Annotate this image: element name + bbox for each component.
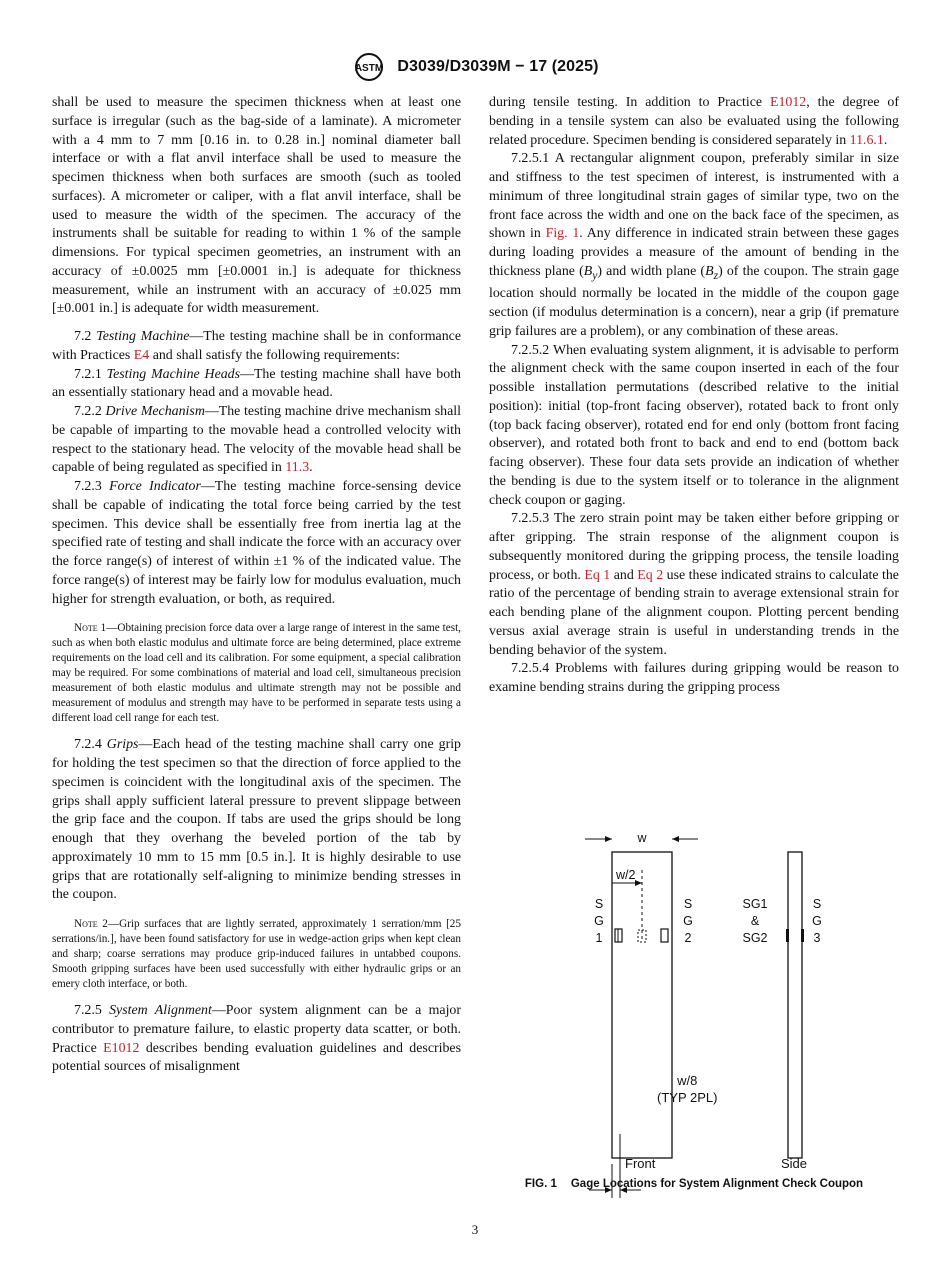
ref-11-6-1-link[interactable]: 11.6.1 xyxy=(849,132,884,148)
section-number: 7.2.3 xyxy=(74,479,102,494)
section-7-2-5-4 xyxy=(489,660,899,698)
gage-sg2 xyxy=(661,929,668,942)
section-text: and xyxy=(610,567,638,583)
section-7-2-5-3 xyxy=(489,510,899,660)
label-sg3-s: S xyxy=(812,897,822,911)
paragraph-continued xyxy=(489,94,899,150)
ref-eq-1-link[interactable]: Eq 1 xyxy=(584,567,611,583)
figure-1-drawing xyxy=(489,812,899,1202)
section-text: and shall satisfy the following requirements: xyxy=(149,347,400,363)
note-label: Note 2 xyxy=(74,918,108,930)
label-typ-2pl: (TYP 2PL) xyxy=(657,1090,718,1105)
section-title: System Alignment xyxy=(109,1003,212,1018)
paragraph-text: , the degree of bending in a tensile system can also be evaluated using the following related procedure. Specimen bending is considered separately in xyxy=(489,95,899,148)
ref-e4-link[interactable]: E4 xyxy=(133,347,150,363)
section-number: 7.2.5 xyxy=(74,1003,102,1018)
section-number: 7.2.5.4 xyxy=(511,661,550,677)
ref-e1012-link[interactable]: E1012 xyxy=(103,1040,140,1056)
label-sg12-line1: SG1 xyxy=(742,897,768,911)
note-2 xyxy=(52,917,461,992)
section-text: —The testing machine force-sensing device shall be capable of indicating the total force being carried by the test specimen. This device shall be essentially free from inertia lag at the specified rate of testing and shall indicate the force with an accuracy over the force range(s) of interest of within ±1 % of the indicated value. The force range(s) of interest may be fairly low for modulus evaluation, much higher for strength evaluation, or both, as required. xyxy=(52,479,461,607)
label-sg2-s: S xyxy=(683,897,693,911)
label-sg12-amp: & xyxy=(750,914,760,928)
page-number: 3 xyxy=(471,1222,479,1237)
section-title: Force Indicator xyxy=(109,479,201,494)
subscript-y: y xyxy=(592,268,598,282)
label-sg3-num: 3 xyxy=(813,931,821,945)
section-text: Problems with failures during gripping would be reason to examine bending strains during the gripping process xyxy=(489,661,899,696)
note-text: —Obtaining precision force data over a large range of interest in the same test, such as when both elastic modulus and ultimate force are being determined, place extreme requirements on the load cell and its calibration. For some equipment, a special calibration may be required. For some combinations of material and load cell, simultaneous precision measurement of both elastic modulus and ultimate strength may not be possible and measurement of modulus and strength may have to be performed in separate tests using a different load cell range for each test. xyxy=(52,622,461,725)
section-number: 7.2.5.2 xyxy=(511,342,550,358)
section-number: 7.2 xyxy=(74,329,92,344)
section-text: ) and width plane ( xyxy=(597,263,706,279)
section-title: Grips xyxy=(106,737,139,753)
svg-text:ASTM: ASTM xyxy=(355,63,384,74)
section-title: Testing Machine Heads xyxy=(106,366,241,382)
label-sg1-s: S xyxy=(594,897,604,911)
side-coupon xyxy=(788,852,802,1158)
section-number: 7.2.1 xyxy=(74,366,102,382)
gage-side-front xyxy=(786,929,789,942)
figure-number: FIG. 1 xyxy=(524,1178,557,1190)
section-7-2-2 xyxy=(52,403,461,478)
section-text: —The testing machine shall have both an essentially stationary head and a movable head. xyxy=(52,366,461,401)
figure-caption-text: Gage Locations for System Alignment Check Coupon xyxy=(570,1178,864,1190)
ref-eq-2-link[interactable]: Eq 2 xyxy=(637,567,664,583)
paragraph-text: . xyxy=(883,132,888,148)
section-text: . xyxy=(309,460,313,476)
section-text: —The testing machine drive mechanism shall be capable of imparting to the movable head a controlled velocity with respect to the stationary head. The velocity of the movable head shall be capable of being regulated as specified in xyxy=(52,404,461,476)
section-text: —Poor system alignment can be a major contributor to premature failure, to elastic property data scatter, or both. Practice xyxy=(52,1003,462,1056)
section-text: A rectangular alignment coupon, preferably similar in size and stiffness to the test specimen of interest, is instrumented with a minimum of three longitudinal strain gages of similar type, two on the front face across the width and one on the back face of the specimen, as shown in xyxy=(489,151,899,242)
ref-11-3-link[interactable]: 11.3 xyxy=(285,460,310,476)
arrow-head xyxy=(605,836,612,842)
section-text: . Any difference in indicated strain between these gages during loading provides a measure of the amount of bending in the thickness plane ( xyxy=(489,226,900,279)
arrow-head xyxy=(635,880,642,886)
section-text: use these indicated strains to calculate the ratio of the percentage of bending strain to average extensional strain for each bending plane of the alignment coupon. Plotting percent bending versus axial average strain is useful in understanding trends in the bending behavior of the system. xyxy=(489,567,899,658)
label-front: Front xyxy=(625,1156,656,1171)
label-side: Side xyxy=(781,1156,808,1171)
section-number: 7.2.4 xyxy=(74,737,102,753)
section-text: When evaluating system alignment, it is advisable to perform the alignment check with the same coupon inserted in each of the four possible installation permutations (described relative to the initial position): initial (top-front facing observer), rotated back to front only (top back facing observer), rotated end for end only (bottom front facing observer), and rotated both front to back and end to end (bottom back facing observer). These four data sets provide an indication of whether the bending is due to the system itself or to tolerance in the alignment check coupon or gaging. xyxy=(489,342,899,508)
label-w2: w/2 xyxy=(616,868,636,882)
section-7-2-4 xyxy=(52,736,461,905)
arrow-head xyxy=(672,836,679,842)
right-column xyxy=(489,94,899,698)
note-1 xyxy=(52,621,461,726)
gage-side-back xyxy=(801,929,804,942)
section-title: Drive Mechanism xyxy=(105,404,205,419)
section-7-2-3 xyxy=(52,478,461,609)
section-text: describes bending evaluation guidelines and describes potential sources of misalignment xyxy=(52,1040,461,1075)
note-label: Note 1 xyxy=(74,622,107,635)
section-number: 7.2.5.1 xyxy=(511,151,550,167)
section-7-2-1 xyxy=(52,366,461,404)
symbol-b: B xyxy=(705,263,714,279)
ref-e1012-link[interactable]: E1012 xyxy=(769,95,807,110)
section-7-2 xyxy=(52,328,461,366)
figure-caption xyxy=(489,1178,899,1190)
label-sg2-g: G xyxy=(683,914,693,928)
paragraph-text: during tensile testing. In addition to Practice xyxy=(489,95,770,110)
ref-fig-1-link[interactable]: Fig. 1 xyxy=(545,226,580,242)
standard-designation: D3039/D3039M − 17 (2025) xyxy=(397,58,599,75)
label-sg1-g: G xyxy=(594,914,604,928)
label-w8: w/8 xyxy=(677,1073,698,1088)
subscript-z: z xyxy=(713,268,719,282)
label-w: w xyxy=(637,831,647,845)
paragraph-continued: shall be used to measure the specimen thickness when at least one surface is irregular (such as the bag-side of a laminate). A micrometer with a 4 mm to 7 mm [0.16 in. to 0.28 in.] nominal diameter ball interface or with a flat anvil interface shall be used to measure the specimen thickness when both surfaces are smooth (such as tooled surfaces). A micrometer or caliper, with a flat anvil interface, shall be used to measure the width of the specimen. The accuracy of the instruments shall be suitable for reading to within 1 % of the sample dimensions. For typical specimen geometries, an instrument with an accuracy of ±0.0025 mm [±0.0001 in.] is adequate for thickness measurement, while an instrument with an accuracy of ±0.025 mm [±0.001 in.] is adequate for width measurement. xyxy=(52,95,461,317)
note-text: —Grip surfaces that are lightly serrated, approximately 1 serration/mm [25 serrations/in.], have been found satisfactory for use in wedge-action grips when kept clean and sharp; coarse serrations may produce grip-induced failures in untabbed coupons. Smooth gripping surfaces have been used successfully with either hydraulic grips or an emery cloth interface, or both. xyxy=(52,918,461,990)
section-text: ) of the coupon. The strain gage location should normally be located in the middle of the coupon gage section (if modulus determination is a concern), near a grip (if premature grip failures are a problem), or any combination of these areas. xyxy=(489,263,900,339)
page-header xyxy=(0,52,950,82)
section-7-2-5-1 xyxy=(489,150,899,341)
label-sg2-num: 2 xyxy=(684,931,692,945)
section-text: —Each head of the testing machine shall carry one grip for holding the test specimen so that the direction of force applied to the specimen is coincident with the longitudinal axis of the specimen. The grips shall apply sufficient lateral pressure to prevent slippage between the grip face and the coupon. If tabs are used the grips should be long enough that they overhang the beveled portion of the tab by approximately 10 mm to 15 mm [0.5 in.]. It is highly desirable to use grips that are rotationally self-aligning to minimize bending stresses in the coupon. xyxy=(52,737,462,903)
section-number: 7.2.5.3 xyxy=(511,511,550,527)
section-7-2-5 xyxy=(52,1002,461,1077)
label-sg3-g: G xyxy=(812,914,822,928)
symbol-b: B xyxy=(583,263,593,279)
section-title: Testing Machine xyxy=(96,329,190,344)
section-7-2-5-2 xyxy=(489,342,899,511)
figure-1 xyxy=(489,812,899,1202)
astm-logo xyxy=(351,52,387,82)
label-sg1-num: 1 xyxy=(595,931,603,945)
left-column xyxy=(52,94,461,1077)
section-text: The zero strain point may be taken either before gripping or after gripping. The strain response of the alignment coupon is subsequently monitored during the gripping process, the tensile loading process, or both. xyxy=(489,511,899,583)
section-number: 7.2.2 xyxy=(74,404,102,419)
w8-label-block xyxy=(657,1072,717,1106)
front-coupon xyxy=(612,852,672,1158)
section-text: —The testing machine shall be in conformance with Practices xyxy=(52,329,461,363)
label-sg12-line3: SG2 xyxy=(742,931,768,945)
